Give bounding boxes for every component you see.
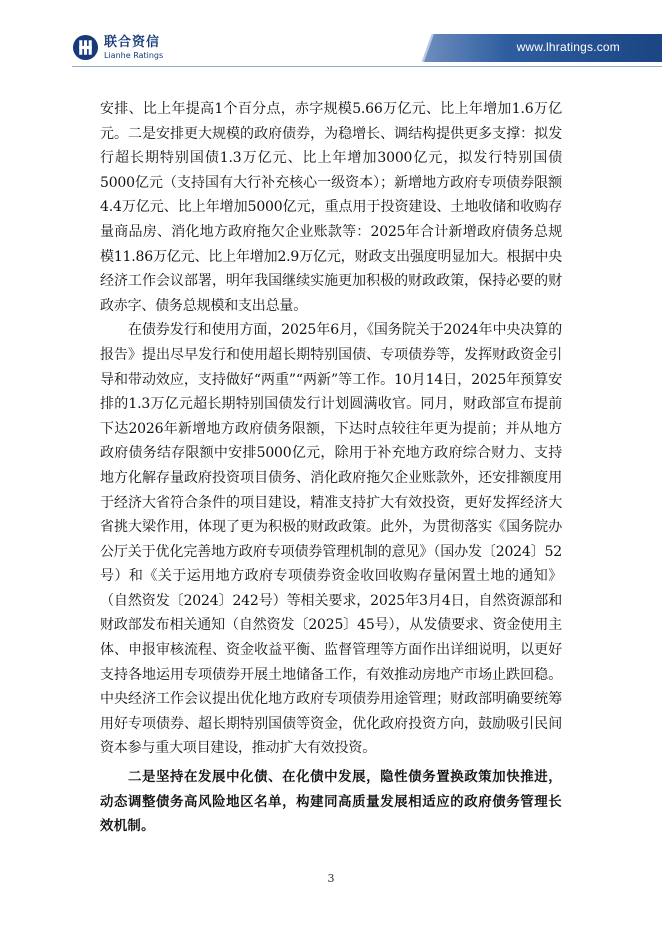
bold-section-heading: 二是坚持在发展中化债、在化债中发展，隐性债务置换政策加快推进，动态调整债务高风险地区名单，构建同高质量发展相适应的政府债务管理长效机制。 [100,770,562,835]
logo-english-name: Lianhe Ratings [104,50,164,60]
website-url: www.lhratings.com [516,40,620,54]
page-number: 3 [327,872,335,885]
header-divider [72,66,662,67]
body-paragraph-2: 在债券发行和使用方面，2025年6月，《国务院关于2024年中央决算的报告》提出尽早发行和使用超长期特别国债、专项债券等，发挥财政资金引导和带动效应，支持做好“两重”“两新”等工作。10月14日，2025年预算安排的1.3万亿元超长期特别国债发行计划圆满收官。同月，财政部宣布提前下达2026年新增地方政府债务限额，下达时点较往年更为提前；并从地方政府债务结存限额中安排5000亿元，除用于补充地方政府综合财力、支持地方化解存量政府投资项目债务、消化政府拖欠企业账款外，还安排额度用于经济大省符合条件的项目建设，精准支持扩大有效投资，更好发挥经济大省挑大梁作用，体现了更为积极的财政政策。此外，为贯彻落实《国务院办公厅关于优化完善地方政府专项债券管理机制的意见》（国办发〔2024〕52号）和《关于运用地方政府专项债券资金收回收购存量闲置土地的通知》（自然资发〔2024〕242号）等相关要求，2025年3月4日，自然资源部和财政部发布相关通知（自然资发〔2025〕45号），从发债要求、资金使用主体、申报审核流程、资金收益平衡、监督管理等方面作出详细说明，以更好支持各地运用专项债券开展土地储备工作，有效推动房地产市场止跌回稳。中央经济工作会议提出优化地方政府专项债券用途管理；财政部明确要统筹用好专项债券、超长期特别国债等资金，优化政府投资方向，鼓励吸引民间资本参与重大项目建设，推动扩大有效投资。 [100,322,562,757]
logo-chinese-name: 联合资信 [104,34,161,50]
document-body [100,97,562,840]
lianhe-logo-icon [72,34,99,61]
page-header [0,0,662,80]
lianhe-logo [72,34,163,61]
body-paragraph-1: 安排、比上年提高1个百分点，赤字规模5.66万亿元、比上年增加1.6万亿元。二是安排更大规模的政府债券，为稳增长、调结构提供更多支撑：拟发行超长期特别国债1.3万亿元、比上年增加3000亿元，拟发行特别国债5000亿元（支持国有大行补充核心一级资本）；新增地方政府专项债券限额4.4万亿元、比上年增加5000亿元，重点用于投资建设、土地收储和收购存量商品房、消化地方政府拖欠企业账款等：2025年合计新增政府债务总规模11.86万亿元、比上年增加2.9万亿元，财政支出强度明显加大。根据中央经济工作会议部署，明年我国继续实施更加积极的财政政策，保持必要的财政赤字、债务总规模和支出总量。 [100,101,562,314]
